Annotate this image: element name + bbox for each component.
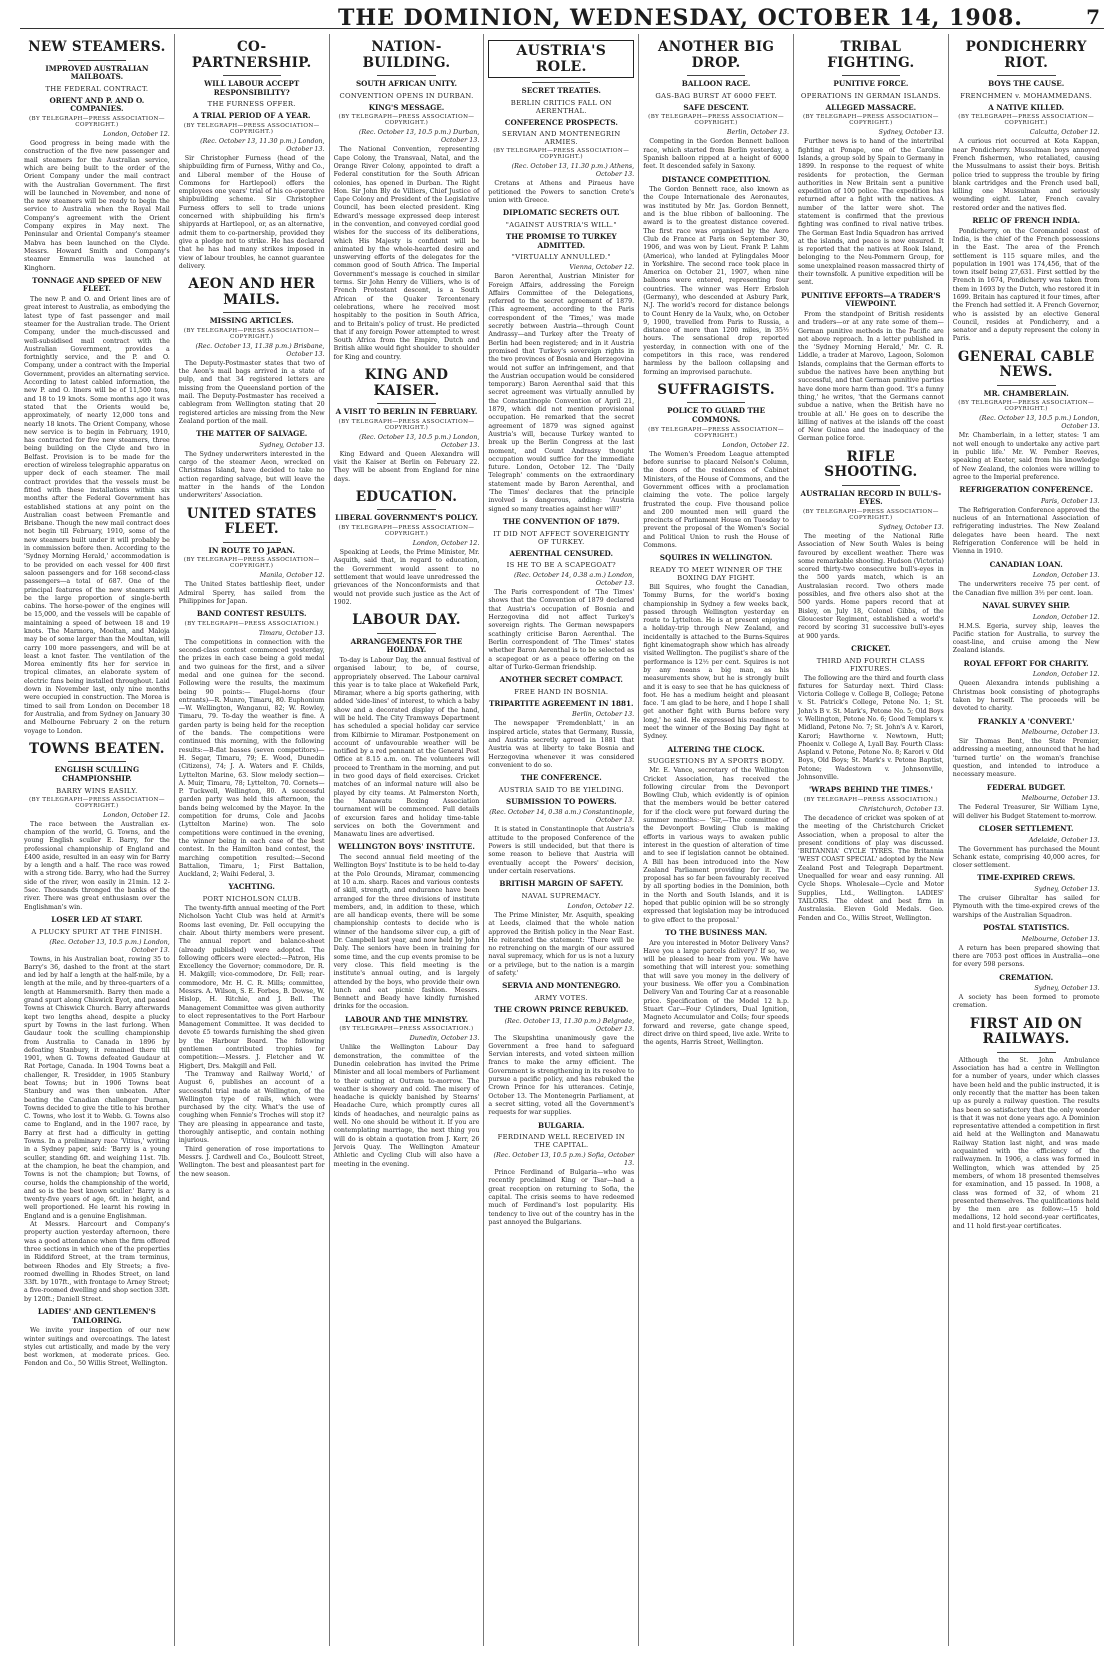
article <box>334 40 480 362</box>
article-headline: EDUCATION. <box>355 488 458 505</box>
dateline: (Rec. October 14, 0.38 a.m.) London, October 13. <box>514 571 635 588</box>
article-subheading: "VIRTUALLY ANNULLED." <box>511 253 611 262</box>
telegraph-credit: (BY TELEGRAPH—PRESS ASSOCIATION—COPYRIGHT.) <box>338 114 475 127</box>
article-subheading: TO THE BUSINESS MAN. <box>665 927 768 937</box>
dateline: (Rec. October 13, 10.5 p.m.) London, October 13. <box>49 937 170 954</box>
article-body: To-day is Labour Day, the annual festival of organised labour, to be, of course, appropriately observed. The Labour carnival this year is to take place at Wakefield Park, Miramar, where a big sports gathering, with added 'side-lines' of interest, to which a baby show and a decorated display of the hand, will be held. The City Tramways Department has scheduled a special holiday car service from Kilbirnie to Miramar. Postponement on account of unfavourable weather will be notified by a red pennant at the General Post Office at 8.15 a.m. on. The volunteers will proceed to Trentham in the morning, and put in two good days of field exercises. Cricket matches of an informal nature will also be played by city teams. At Palmerston North, the Manawatu Boxing Association tournament will be commenced. Full details of excursion fares and holiday time-table services on both the Government and Manawatu lines are advertised. <box>333 656 480 839</box>
article-body: The twenty-fifth annual meeting of the Port Nicholson Yacht Club was held at Armit's Rooms last evening, Dr. Fell occupying the chair. About thirty members were present. The annual report and balance-sheet (already published) were adopted. The following officers were elected:—Patron, His Excellency the Governor; commodore, Dr. R. H. Makgill; vice-commodore, Dr. Fell; rear-commodore, Mr. H. C. R. Mills; committee, Messrs. A. Wilson, S. E. Forbes, B. Dowse, W. Hislop, H. Ritchie, and J. Bell. The Management Committee was given authority to elect representatives to the Port Harbour Management Committee. It was decided to devote £5 towards furnishing the shed given by the Harbour Board. The following gentlemen contributed trophies for competition:—Messrs. J. Fletcher and W. Higbert, Drs. Makgill and Fell. <box>178 905 325 1070</box>
article-subheading: THE FURNESS OFFER. <box>207 100 296 109</box>
article-body: Speaking at Leeds, the Prime Minister, Mr. Asquith, said that, in regard to education, the Government would assent to no settlement that would leave unredressed the grievances of the Nonconformists and that would not provide such justice as the Act of 1902. <box>333 549 480 606</box>
article-subheading: PUNITIVE EFFORTS—A TRADER'S VIEWPOINT. <box>801 290 941 309</box>
article-subheading: ALLEGED MASSACRE. <box>825 102 917 112</box>
column-4 <box>484 34 639 1646</box>
article-subheading: GAS-BAG BURST AT 6000 FEET. <box>655 91 777 100</box>
column-5 <box>639 34 794 1646</box>
telegraph-credit: (BY TELEGRAPH—PRESS ASSOCIATION—COPYRIGHT.) <box>648 114 785 127</box>
article-subheading: WILL LABOUR ACCEPT RESPONSIBILITY? <box>204 79 300 97</box>
article-headline: PONDICHERRY RIOT. <box>965 39 1087 71</box>
dateline: London, October 13. <box>1032 571 1100 580</box>
article-subheading: CLOSER SETTLEMENT. <box>978 823 1074 833</box>
article-body: The race between the Australian ex-champion of the world, G. Towns, and the young English sculler E. Barry, for the professional championship of England and £400 aside, resulted in an easy win for Barry by a length and a half. The race was rowed with a strong tide. Barry, who had the Surrey side of the river, won easily in 21min. 12 2-5sec. Thousands thronged the banks of the river. There was great enthusiasm over the Englishman's win. <box>24 820 170 911</box>
article-subheading: YACHTING. <box>228 882 275 892</box>
article <box>24 916 170 1221</box>
article-subheading: ALTERING THE CLOCK. <box>667 744 765 754</box>
article-headline: UNITED STATES FLEET. <box>186 505 317 538</box>
dateline: London, October 12. <box>722 440 789 449</box>
article-subheading: AERENTHAL CENSURED. <box>509 548 614 558</box>
article-headline: TOWNS BEATEN. <box>29 740 165 757</box>
article-subheading: DIPLOMATIC SECRETS OUT. <box>502 208 620 218</box>
article-subheading: THE CROWN PRINCE REBUKED. <box>494 1004 629 1014</box>
article-subheading: DISTANCE COMPETITION. <box>661 174 771 184</box>
article-subheading: ARMY VOTES. <box>534 993 588 1002</box>
article-body: 'The Tramway and Railway World,' of August 6, publishes an account of a successful trial made at Wellington, of the Wellington type of rails, which were purchased by the city. What's the use of coughing when Fennie's Troches will stop it? They are pleasing in appearance and taste, thoroughly antiseptic, and contain nothing injurious. <box>178 1070 325 1145</box>
telegraph-credit: (BY TELEGRAPH—PRESS ASSOCIATION—COPYRIGHT.) <box>648 426 785 439</box>
article <box>488 774 634 876</box>
article-subheading: SERVIA AND MONTENEGRO. <box>502 981 621 991</box>
headline-rule <box>223 542 281 543</box>
article-body: We invite your inspection of our new winter suitings and overcoatings. The latest styles cut artistically, and made by the very best workmen, at moderate prices. Geo. Fendon and Co., 50 Willis Street, Wellington. <box>24 1327 170 1368</box>
article-body: It is stated in Constantinople that Austria's attitude to the proposed Conference of the Powers is still undecided, but that there is some reason to believe that Austria will eventually accept the Powers' decision, under certain reservations. <box>488 826 635 875</box>
article-body: The new P. and O. and Orient lines are of great interest to Australia, as embodying the latest type of fast passenger and mail steamer for the Australian trade. The Orient Company, under the much-discussed and well-subsidised mail contract with the Australian Government, provides a fortnightly service, and the P. and O. Company, under a contract with the Imperial Government, provides an alternating service. According to latest cabled information, the new P. and O. liners will be of 11,500 tons, and 18 to 19 knots. Some months ago it was stated that the Orients would be, approximately, of nearly 12,000 tons and nearly 18 knots. The Orient Company, whose new service is to begin in February, 1910, has contracted for five new steamers, three being building on the Clyde and two in Belfast. Provision is to be made for the erection of wireless telegraphic apparatus on upper deck of each steamer. The mail contract provides that the vessels must be fitted with these installations within six months after the Federal Government has established stations at any point on the Australian coast between Fremantle and Brisbane. Though the new mail contract does not begin till February, 1910, some of the new steamers built under it will probably be in commission before then. According to the 'Sydney Morning Herald,' accommodation is to be provided on each vessel for 400 first saloon passengers and for 168 second-class passengers—a total of 687. One of the principal features of the new steamers will be the large proportion of single-berth cabins. The horse-power of the engines will be 15,000, and the vessels will be capable of maintaining a speed of between 18 and 19 knots. The Marmora, Mooltan, and Maloja may be of some larger than the Moultan, will carry 100 more passengers, and will be at least a knot faster. The ventilation of the Morea eminently fits her for service in tropical climates, an elaborate system of electric fans being installed throughout. Laid down in November last, only nine months were occupied in construction. The Morea is timed to sail from London on December 18 for Australia, and from Sydney on January 30 and Melbourne February 2 on the return voyage to London. <box>24 296 170 735</box>
headline-rule <box>223 312 281 313</box>
article <box>488 40 634 205</box>
article <box>953 825 1100 871</box>
headline-rule <box>842 75 900 76</box>
dateline: (Rec. October 13, 10.5 p.m.) Sofia, October 13. <box>493 1151 635 1168</box>
article-headline: RIFLE SHOOTING. <box>824 448 918 481</box>
article-body: The Paris correspondent of 'The Times' shows that the Convention of 1879 declared that Austria's occupation of Bosnia and Herzegovina did not affect Turkey's sovereign rights. The German newspapers scathingly criticise Baron Aerenthal. The Berlin correspondent of 'The Times' states whether Baron Aerenthal is to be selected as a scapegoat or as a peace offering on the altar of Turko-German friendship. <box>488 589 635 671</box>
telegraph-credit: (BY TELEGRAPH—PRESS ASSOCIATION.) <box>803 797 939 803</box>
article <box>24 40 170 273</box>
headline-rule <box>377 509 435 510</box>
article-subheading: CREMATION. <box>999 972 1054 982</box>
dateline: Manila, October 12. <box>259 571 325 580</box>
article <box>953 718 1100 780</box>
telegraph-credit: (BY TELEGRAPH—PRESS ASSOCIATION—COPYRIGHT.) <box>183 327 320 340</box>
headline-rule <box>223 75 281 76</box>
article <box>798 786 944 923</box>
article-body: Further news is to hand of the intertribal fighting at Ponape, one of the Caroline Islands, a group sold by Spain to Germany in 1899. In response to the request of white residents for protection, the German authorities in New Britain sent a punitive expedition of 100 police. The expedition has returned after a fight with the natives. A number of the latter were shot. The statement is confirmed that the previous fighting was confined to rival native tribes. The German East India Squadron has arrived at the islands, and peace is now ensured. It is reported that the natives at Rook Island, belonging to the Neu-Pommern Group, for some unexplained reason massacred thirty of their townsfolk. A punitive expedition will be sent. <box>797 138 944 287</box>
article-subheading: THIRD AND FOURTH CLASS FIXTURES. <box>816 656 926 673</box>
article <box>643 40 789 172</box>
telegraph-credit: (BY TELEGRAPH—PRESS ASSOCIATION—COPYRIGHT.) <box>493 148 630 161</box>
telegraph-credit: (BY TELEGRAPH—PRESS ASSOCIATION.) <box>184 620 319 627</box>
article-subheading: CONFERENCE PROSPECTS. <box>504 117 618 127</box>
article-subheading: FRENCHMEN v. MOHAMMEDANS. <box>960 91 1093 100</box>
article-body: Competing in the Gordon Bennett balloon race, which started from Berlin yesterday, a Spanish balloon ripped at a height of 6000 feet. It descended safely in Saxony. <box>643 138 789 171</box>
article-body: Pondicherry, on the Coromandel coast of India, is the chief of the French possessions in the East. The area of the French settlement is 115 square miles, and the population in 1901 was 174,456, that of the town itself being 27,631. First settled by the French in 1674, Pondicherry was taken from them in 1693 by the Dutch, who restored it in 1699. Britain has captured it four times, after the French had settled it. A French Governor, who is assisted by an elective General Council, resides at Pondicherry, and a senator and a deputy represent the colony in Paris. <box>952 227 1100 343</box>
article-subheading: READY TO MEET WINNER OF THE BOXING DAY FIGHT. <box>649 565 783 582</box>
headline-rule <box>997 75 1056 76</box>
article-subheading: BARRY WINS EASILY. <box>56 786 138 795</box>
article-body: The underwriters receive 75 per cent. of the Canadian five million 3½ per cent. loan. <box>952 581 1100 597</box>
article-subheading: THE MATTER OF SALVAGE. <box>196 429 308 439</box>
column-6 <box>794 34 949 1646</box>
article-headline: TRIBAL FIGHTING. <box>827 39 915 71</box>
article-subheading: THE FEDERAL CONTRACT. <box>45 84 149 93</box>
article-subheading: IS HE TO BE A SCAPEGOAT? <box>506 561 616 570</box>
article <box>488 518 634 672</box>
article <box>179 1146 325 1179</box>
article-subheading: CRICKET. <box>851 643 891 653</box>
dateline: Melbourne, October 13. <box>1021 934 1100 943</box>
article-body: Good progress in being made with the construction of the five new passenger and mail steamers for the Australian service, which are being built to the order of the Orient Company under the mail contract with the Australian Government. The first will be launched in November, and none of the new steamers will be ready to begin the service to Australia when the Royal Mail Company's agreement with the Orient Company expires in May next. The Peninsular and Oriental Company's steamer Mabva has been launched on the Clyde. Messrs. Howard Smith and Company's steamer Emmerulla was launched at Kinghorn. <box>24 140 170 272</box>
article-body: The United States battleship fleet, under Admiral Sperry, has sailed from the Philippines for Japan. <box>178 581 325 605</box>
dateline: Christchurch, October 13. <box>858 805 944 813</box>
article-body: The cruiser Gibraltar has sailed for Plymouth with the time-expired crews of the warships of the Australian Squadron. <box>952 895 1100 919</box>
article-subheading: TONNAGE AND SPEED OF NEW FLEET. <box>32 275 162 294</box>
newspaper-columns <box>20 34 1104 1646</box>
article <box>953 1017 1100 1231</box>
article-body: Mr. Chamberlain, in a letter, states: 'I am not well enough to undertake any active part in public life.' Mr. W. Pember Reeves, speaking at Exeter, said from his knowledge of New Zealand, the colonies were willing to agree to the Imperial preference. <box>952 432 1100 481</box>
article-headline: GENERAL CABLE NEWS. <box>957 348 1095 381</box>
article-body: The Deputy-Postmaster states that two of the Aeon's mail bags arrived in a state of pulp, and that 34 registered letters are missing from the Queensland portion of the mail. The Deputy-Postmaster has received a cablegram from Wellington stating that 20 registered articles are missing from the New Zealand portion of the mail. <box>178 359 325 425</box>
article-subheading: THE CONFERENCE. <box>520 773 602 783</box>
article <box>798 40 944 288</box>
article <box>24 1308 170 1369</box>
article-body: The second annual field meeting of the Wellington Boys' Institute is to be held to-day at the Polo Grounds, Miramar, commencing at 10 a.m. sharp. Races and various contests of skill, strength, and endurance have been arranged for the three divisions of institute members, and, in addition to these, which are all handicap events, there will be some championship contests to decide who is winner of the handsome silver cup, a gift of Dr. Campbell last year, and now held by John Daly. The seniors have been in training for some time, and the cup events promise to be very close. This field meeting is the institute's annual outing, and is largely attended by the boys, who provide their own lunch and eat picnic fashion. Messrs. Bennett and Beady have kindly furnished drinks for the occasion. <box>333 854 480 1011</box>
article-subheading: SUGGESTIONS BY A SPORTS BODY. <box>647 757 785 766</box>
telegraph-credit: (BY TELEGRAPH—PRESS ASSOCIATION.) <box>339 1026 474 1033</box>
article <box>953 974 1100 1011</box>
article-body: The Skupshtina unanimously gave the Government a free hand to safeguard Servian interests, and voted sixteen million francs to make the army efficient. The Government is strengthening in its resolve to pursue a pacific policy, and has rebuked the Crown Prince for his utterances. Cetinje, October 13. The Montenegrin Parliament, at a secret sitting, voted all the Government's requests for war supplies. <box>488 1034 635 1117</box>
article-subheading: SQUIRES IN WELLINGTON. <box>659 553 773 563</box>
article <box>488 1122 634 1228</box>
article <box>953 924 1100 970</box>
telegraph-credit: (BY TELEGRAPH—PRESS ASSOCIATION—COPYRIGHT.) <box>338 525 475 538</box>
telegraph-credit: (BY TELEGRAPH—PRESS ASSOCIATION—COPYRIGHT.) <box>958 400 1095 413</box>
article <box>179 883 325 1071</box>
article <box>953 561 1100 598</box>
article <box>643 554 789 741</box>
article <box>643 929 789 1048</box>
dateline: Berlin, October 13. <box>726 128 789 137</box>
article-subheading: TRIPARTITE AGREEMENT IN 1881. <box>489 698 634 708</box>
dateline: (Rec. October 14, 0.38 a.m.) Constantinople, October 13. <box>489 808 635 825</box>
dateline: Sydney, October 13. <box>878 523 944 531</box>
dateline: London, October 12. <box>103 130 170 139</box>
article-body: The decadence of cricket was spoken of at the meeting of the Christchurch Cricket Association, when a proposal to alter the present conditions of play was discussed. 'BRITANNIA' CYCLE TYRES. The Britannia 'WEST COAST SPECIAL' adopted by the New Zealand Post and Telegraph Department. Unequalled for wear and easy running. All Cycle Shops. Wholesale—Cycle and Motor Supplies, Ltd., Wellington. LADIES' TAILORS. The oldest and best firm in Australasia. Eleven Gold Medals. Geo. Fenden and Co., Willis Street, Wellington. <box>797 815 944 922</box>
dateline: Timaru, October 13. <box>258 628 325 637</box>
article <box>798 292 944 444</box>
article-headline: AEON AND HER MAILS. <box>188 276 316 308</box>
article-body: The newspaper 'Fremdenblatt,' in an inspired article, states that Germany, Russia, and Austria secretly agreed in 1881 that Austria was at liberty to take Bosnia and Herzegovina whenever it was considered convenient to do so. <box>488 720 635 769</box>
headline-rule <box>997 1052 1056 1053</box>
article-subheading: BALLOON RACE. <box>681 79 751 89</box>
article <box>798 450 944 641</box>
article-subheading: BULGARIA. <box>538 1120 585 1130</box>
article-subheading: FERDINAND WELL RECEIVED IN THE CAPITAL. <box>497 1133 625 1150</box>
dateline: London, October 12. <box>103 810 170 819</box>
article-subheading: ARRANGEMENTS FOR THE HOLIDAY. <box>350 636 463 655</box>
article-subheading: THE CONVENTION OF 1879. <box>502 516 620 526</box>
article-subheading: ORIENT AND P. AND O. COMPANIES. <box>49 95 145 114</box>
article <box>24 1221 170 1304</box>
article <box>488 676 634 770</box>
article-subheading: ENGLISH SCULLING CHAMPIONSHIP. <box>54 765 140 783</box>
article-body: Queen Alexandra intends publishing a Christmas book consisting of photographs taken by herself. The proceeds will be devoted to charity. <box>952 680 1100 713</box>
headline-rule <box>997 385 1056 386</box>
article-subheading: SERVIAN AND MONTENEGRIN ARMIES. <box>502 130 621 147</box>
article-subheading: ROYAL EFFORT FOR CHARITY. <box>963 658 1089 668</box>
article-subheading: AUSTRIA SAID TO BE YIELDING. <box>498 785 624 794</box>
article <box>179 277 325 426</box>
headline-rule <box>687 75 745 76</box>
article-subheading: 'WRAPS BEHIND THE TIMES.' <box>808 785 933 795</box>
article-headline: SUFFRAGISTS. <box>657 381 775 398</box>
telegraph-credit: (BY TELEGRAPH—PRESS ASSOCIATION—COPYRIGHT.) <box>958 114 1095 127</box>
page-number: 7 <box>1086 5 1100 29</box>
article-subheading: SOUTH AFRICAN UNITY. <box>355 79 457 89</box>
article <box>643 383 789 550</box>
article-body: The Prime Minister, Mr. Asquith, speaking at Leeds, claimed that the whole nation approved the British policy in the Near East. He reiterated the statement: 'There will be no retrenching on the margin of our assured naval supremacy, which for us is not a luxury or a privilege, but to the nation is a margin of safety.' <box>488 911 635 977</box>
article-body: Sir Christopher Furness (head of the shipbuilding firm of Furness, Withy and Co., and Liberal member of the House of Commons for Hartlepool) offers the employees one years' trial of his co-operative shipbuilding scheme. Sir Christopher Furness offers to sell to trade unions concerned with shipbuilding his firm's shipyards at Hartlepool, or, as an alternative, admit them to co-partnership, provided they give a pledge not to strike. He has declared that he has had many strikes imposed in view of labour troubles, he cannot guarantee delivery. <box>178 154 325 270</box>
article-body: The Sydney underwriters interested in the cargo of the steamer Aeon, wrecked on Christmas Island, have decided to take no action regarding salvage, but will leave the matter in the hands of the London underwriters' Association. <box>178 450 325 500</box>
column-2 <box>175 34 330 1646</box>
dateline: Adelaide, October 13. <box>1028 835 1100 844</box>
dateline: (Rec. October 13, 11.30 p.m.) Belgrade, October 13. <box>504 1016 635 1033</box>
dateline: Sydney, October 13. <box>1034 885 1100 894</box>
article-subheading: RELIC OF FRENCH INDIA. <box>972 215 1081 225</box>
article-body: The following are the third and fourth class fixtures for Saturday next. Third Class: Victoria College v. College B, College; Petone v. St. Patrick's College, Petone No. 1; St. John's B v. St. Mark's, Petone No. 5; Old Boys v. Wellington, Petone No. 6; Good Templars v. Midland, Petone No. 7; St. John's A v. Karori, Karori; Hawthorne v. Newtown, Hutt; Phoenix v. College A, Lyall Bay. Fourth Class: Aspland v. Petone, Petone No. 8; Karori v. Old Boys, Old Boys; St. Mark's v. Petone Baptist, Petone; Wadestown v. Johnsonville, Johnsonville. <box>797 674 944 782</box>
article <box>953 217 1100 344</box>
article-body: The meeting of the National Rifle Association of New South Wales is being favoured by excellent weather. There was some remarkable shooting. Hudson (Victoria) scored thirty-two consecutive bull's-eyes in the 500 yards match, which is an Australasian record. Two others made possibles, and five others also shot at the 500 yards. Home papers record that at Bisley, on July 18, Colonel Gibbs, of the Gloucester Regiment, established a world's record by scoring 31 successive bull's-eyes at 900 yards. <box>797 533 944 640</box>
article <box>334 1016 480 1169</box>
article-subheading: A PLUCKY SPURT AT THE FINISH. <box>31 927 163 936</box>
article-body: From the standpoint of British residents and traders—or at any rate some of them—German punitive methods in the Pacific are not above reproach. In a letter published in the 'Sydney Morning Herald,' Mr. C. R. Liddle, a trader at Marovo, Lagoon, Solomon Islands, complains that the German efforts to subdue the natives have been anything but successful, and that German punitive parties have done more harm than good. 'It's a funny thing,' he writes, 'that the Germans cannot subdue a native, when the British have no trouble at all.' He goes on to describe the killing of natives at the islands off the coast of New Guinea and the inadequacy of the German police force. <box>797 310 944 443</box>
article-subheading: NAVAL SUPREMACY. <box>521 891 601 900</box>
article <box>953 784 1100 821</box>
telegraph-credit: (BY TELEGRAPH—PRESS ASSOCIATION—COPYRIGHT.) <box>28 796 165 809</box>
article-subheading: IMPROVED AUSTRALIAN MAILBOATS. <box>45 63 149 82</box>
article-subheading: A TRIAL PERIOD OF A YEAR. <box>192 111 311 121</box>
masthead <box>20 4 1104 29</box>
newspaper-title: THE DOMINION, WEDNESDAY, OCTOBER 14, 1908. <box>338 5 1023 31</box>
column-7 <box>949 34 1104 1646</box>
article-headline: FIRST AID ON RAILWAYS. <box>969 1015 1083 1048</box>
telegraph-credit: (BY TELEGRAPH—PRESS ASSOCIATION—COPYRIGHT.) <box>183 557 320 570</box>
article-body: The Federal Treasurer, Sir William Lyne, will deliver his Budget Statement to-morrow. <box>952 804 1100 820</box>
article-headline: CO-PARTNERSHIP. <box>191 39 312 71</box>
article-subheading: MR. CHAMBERLAIN. <box>983 388 1069 398</box>
telegraph-credit: (BY TELEGRAPH—PRESS ASSOCIATION—COPYRIGHT.) <box>802 509 939 521</box>
headline-rule <box>68 761 126 762</box>
dateline: Paris, October 13. <box>1040 496 1100 505</box>
article <box>334 613 480 839</box>
article <box>334 368 480 484</box>
article-body: Are you interested in Motor Delivery Vans? Have you a large parcels delivery? If so, we will be pleased to hear from you. We have something that will interest you: something that will save you money in the delivery of your business. We offer you a Combination Delivery Van and Touring Car at a reasonable price. Specification of the Model 12 h.p. Stuart Car—Four Cylinders, Dual Ignition, Magneto Accumulator and Coils; four speeds forward and reverse, gate change speed, direct drive on third speed, live axle. Write to the agents, Harris Street, Wellington. <box>643 939 789 1047</box>
article-subheading: TIME-EXPIRED CREWS. <box>977 873 1076 883</box>
article <box>488 982 634 1117</box>
article <box>953 660 1100 714</box>
dateline: London, October 12. <box>412 539 480 548</box>
article-subheading: SUBMISSION TO POWERS. <box>506 796 617 806</box>
dateline: (Rec. October 13, 11.38 p.m.) Brisbane, October 13. <box>195 341 325 358</box>
article <box>179 1071 325 1146</box>
dateline: (Rec. October 13, 11.30 p.m.) Athens, October 13. <box>511 162 635 179</box>
article-body: A society has been formed to promote cremation. <box>952 994 1100 1010</box>
article-body: A curious riot occurred at Kota Kappan, near Pondicherry. Mussulman boys annoyed French fishermen, who retaliated, causing the Mussulmans to assist their boys. British police tried to suppress the trouble by firing blank cartridges and the French used ball, killing one Mussulman and seriously wounding eight. Later, French cavalry restored order and the natives fled. <box>952 138 1100 212</box>
article-body: A return has been prepared showing that there are 7053 post offices in Australia—one for every 598 persons. <box>952 944 1100 969</box>
article-subheading: FREE HAND IN BOSNIA. <box>514 687 609 696</box>
article-subheading: THE PROMISE TO TURKEY ADMITTED. <box>505 232 617 250</box>
article-subheading: A VISIT TO BERLIN IN FEBRUARY. <box>335 407 478 417</box>
headline-rule <box>842 485 900 486</box>
article <box>488 209 634 514</box>
telegraph-credit: (BY TELEGRAPH—PRESS ASSOCIATION—COPYRIGHT.) <box>28 116 165 129</box>
article-headline: AUSTRIA'S ROLE. <box>488 40 634 78</box>
article <box>179 610 325 879</box>
article-subheading: IN ROUTE TO JAPAN. <box>208 545 295 555</box>
dateline: London, October 12. <box>567 901 635 910</box>
dateline: London, October 12. <box>1032 670 1100 679</box>
article-body: The National Convention, representing Cape Colony, the Transvaal, Natal, and the Orange River Colony, appointed to draft a Federal constitution for the South African colonies, has opened in Durban. The Right Hon. Sir John Bly de Villiers, Chief Justice of Cape Colony and President of the Legislative Council, has been elected president. King Edward's message expressed deep interest in the convention, and conveyed cordial good wishes for the success of its deliberations, which His Majesty is confident will be animated by the whole-hearted desire and unswerving efforts of the delegates for the common good of South Africa. The Imperial Government's message is couched in similar terms. Sir John Henry de Villiers, who is of French Protestant descent, is a South African of the Quaker Tercentenary celebrations, where he received most hospitably to the position in South Africa, and to Britain's policy of trust. He predicted that if any foreign Power attempted to wrest South Africa from the Empire, Dutch and British alike would fight shoulder to shoulder for King and country. <box>333 146 480 361</box>
article-subheading: FEDERAL BUDGET. <box>986 782 1066 792</box>
article <box>334 490 480 607</box>
article-subheading: AUSTRALIAN RECORD IN BULL'S-EYES. <box>800 488 942 507</box>
article <box>953 350 1100 482</box>
article <box>334 843 480 1011</box>
article-subheading: A NATIVE KILLED. <box>988 102 1065 112</box>
article <box>24 742 170 912</box>
article-subheading: IT DID NOT AFFECT SOVEREIGNTY OF TURKEY. <box>493 529 630 546</box>
article-subheading: LABOUR AND THE MINISTRY. <box>344 1014 469 1024</box>
article-subheading: BAND CONTEST RESULTS. <box>196 609 307 619</box>
article <box>179 40 325 271</box>
article-body: Bill Squires, who fought the Canadian, Tommy Burns, for the world's boxing championship in Sydney a few weeks back, passed through Wellington yesterday en route to Lyttelton. He is at present enjoying a holiday-trip through New Zealand, and incidentally is attached to the Burns-Squires fight kinematograph show which has already visited Wellington. The pugilist's share of the performance is 12½ per cent. Squires is not by any means a big man, as his measurements show, but he is strongly built and it is easy to see that he has quickness of foot. He has a medium height and pleasant face. 'I am glad to be here, and I hope I shall get another fight with Burns before very long,' he said. He expressed his readiness to meet the winner of the Boxing Day fight at Sydney. <box>643 583 789 741</box>
headline-rule <box>377 633 435 634</box>
headline-rule <box>377 403 435 404</box>
article-body: Sir Thomas Bent, the State Premier, addressing a meeting, announced that he had 'turned turtle' on the woman's franchise question, and intended to introduce a necessary measure. <box>952 738 1100 779</box>
article-body: The Refrigeration Conference approved the nucleus of an International Association of refrigerating industries. The New Zealand delegates have been heard. The next Refrigeration Conference will be held in Vienna in 1910. <box>952 506 1100 556</box>
article-subheading: ANOTHER SECRET COMPACT. <box>499 675 623 685</box>
column-1 <box>20 34 175 1646</box>
article-subheading: FRANKLY A 'CONVERT.' <box>977 716 1075 726</box>
dateline: (Rec. October 13, 11.30 p.m.) London, October 13. <box>200 136 325 153</box>
article-subheading: CONVENTION OPENS IN DURBAN. <box>339 91 474 100</box>
dateline: Sydney, October 13. <box>878 128 944 137</box>
article-subheading: POSTAL STATISTICS. <box>983 922 1070 932</box>
article-body: The Gordon Bennett race, also known as the Coupe Internationale des Aeronautes, was instituted by Mr. Jas. Gordon Bennett, and is the blue ribbon of ballooning. The award is to the greatest distance covered. The first race was organised by the Aero Club de France at Paris on September 30, 1906, and was won by Lieut. Frank P. Lahm (America), who landed at Fylingdales Moor in Yorkshire. The second race took place in America on October 21, 1907, when nine balloons were entered, representing four countries. The winner was Herr Erbsloh (Germany), who descended at Asbury Park, N.J. The world's record for distance belongs to Count Henry de la Vaulx, who, on October 9, 1900, travelled from Paris to Russia, a distance of more than 1200 miles, in 35½ hours. The sensational drop reported yesterday, in connection with one of the competitors in this race, was rendered harmless by the balloon collapsing and forming an improvised parachute. <box>643 186 789 376</box>
telegraph-credit: (BY TELEGRAPH—PRESS ASSOCIATION—COPYRIGHT.) <box>802 114 939 127</box>
article-body: King Edward and Queen Alexandra will visit the Kaiser at Berlin on February 22. They will be absent from England for nine days. <box>333 450 480 483</box>
article-subheading: WELLINGTON BOYS' INSTITUTE. <box>338 842 475 852</box>
article <box>798 645 944 783</box>
article-body: The competitions in connection with the second-class contest commenced yesterday, the prizes in each case being a gold medal and two guineas for the first, and a silver medal and one guinea for the second. Following were the results, the maximum being 90 points:— Flugel-horns (four entrants)—R. Munro, Timaru, 80. Euphonium—W. Wellington, Wanganui, 82; W. Rowley, Timaru, 79. To-day the weather is fine. A garden party is being held for the reception of the bands. The competitions were continued this morning, with the following results:—B-flat basses (seven competitors)—H. Segar, Timaru, 79; E. Wood, Dunedin (Citizens), 74; J. A. Waters and F. Childs, Lyttelton Marine, 63. Slow melody section—A. Muir, Timaru, 78; Lyttelton, 70. Cornets—P. Tuckwell, Wellington, 80. A successful garden party was held this afternoon, the bands being welcomed by the Mayor. In the competition for drums, Cole and Jacobs (Lyttelton Marine) won. The solo competitions were continued in the evening, the winner being in each case of the best contest. In the Hamilton band contest, the marching competition resulted:—Second Battalion, Timaru, 1; First Battalion, Auckland, 2; Waihi Federal, 3. <box>178 638 325 879</box>
article-body: Third generation of rose importations to Messrs. J. Cardwell and Co., Boulcott Street, Wellington. The best and pleasantest part for the new season. <box>178 1145 325 1178</box>
article-body: Baron Aerenthal, Austrian Minister for Foreign Affairs, addressing the Foreign Affairs Committee of the Delegations, referred to the secret agreement of 1879. (This agreement, according to the Paris correspondent of the 'Times,' was made secretly between Austria—through Count Andrassy—and Turkey after the Treaty of Berlin had been registered; and in it Austria promised that Turkey's sovereign rights in the two provinces of Bosnia and Herzegovina would not suffer an infringement, and that the Austrian occupation would be considered temporary.) Baron Aerenthal said that this secret agreement was virtually annulled by the Constantinople Convention of April 21, 1879, which did not mention provisional occupation. He remarked that the secret agreement of 1879 was signed against Austria's will, because Turkey wanted to break up the Berlin Congress at the last moment, and Count Andrassy thought occupation would suffice for the immediate future. London, October 12. The 'Daily Telegraph' comments on the extraordinary statement made by Baron Aerenthal, and 'The Times' declares that the principle involved is dangerous, adding: 'Austria signed so many treaties against her will?' <box>488 273 635 513</box>
article-body: Unlike the Wellington Labour Day demonstration, the committee of the Dunedin celebration has invited the Prime Minister and all local members of Parliament to their outing at Outram to-morrow. The weather is showery and cold. The misery of headache is quickly banished by Stearns' Headache Cure, which promptly cures all kinds of headaches, and neuralgic pains as well. No one should be without it. If you are contemplating marriage, the next thing you will do is obtain a quotation from J. Kerr, 26 Jervois Quay. The Wellington Amateur Athletic and Cycling Club will also have a meeting in the evening. <box>333 1044 480 1168</box>
dateline: (Rec. October 13, 10.5 p.m.) London, October 13. <box>979 414 1100 431</box>
article <box>953 40 1100 213</box>
dateline: Sydney, October 13. <box>1034 984 1100 993</box>
article-subheading: OPERATIONS IN GERMAN ISLANDS. <box>800 91 941 100</box>
article <box>488 880 634 978</box>
dateline: (Rec. October 13, 10.5 p.m.) Durban, October 13. <box>358 128 480 145</box>
article-subheading: KING'S MESSAGE. <box>368 102 445 112</box>
dateline: Melbourne, October 13. <box>1021 794 1100 803</box>
article-body: Prince Ferdinand of Bulgaria—who was recently proclaimed King or Tsar—had a great reception on returning to Sofia, the capital. The crisis seems to have redeemed much of Ferdinand's lost popularity. His tendency to live out of the country has in the past annoyed the Bulgarians. <box>488 1169 635 1226</box>
headline-rule <box>377 75 435 76</box>
article-headline: ANOTHER BIG DROP. <box>658 39 775 71</box>
headline-rule <box>687 402 745 403</box>
article-subheading: PUNITIVE FORCE. <box>833 79 909 89</box>
article-headline: KING AND KAISER. <box>364 367 449 399</box>
article-subheading: POLICE TO GUARD THE COMMONS. <box>667 406 766 425</box>
headline-rule <box>68 60 126 61</box>
article-subheading: MISSING ARTICLES. <box>209 316 294 326</box>
dateline: Sydney, October 13. <box>259 440 325 449</box>
dateline: Dunedin, October 13. <box>409 1034 480 1043</box>
article-body: The Women's Freedom League attempted before sunrise to placard Nelson's Column, the doors of the residences of Cabinet Ministers, of the House of Commons, and the Government offices with a proclamation claiming the vote. The police largely frustrated the coup. Five thousand police and 200 mounted men will guard the precincts of Parliament House on Tuesday to prevent the proposal of the Women's Social and Political Union to rush the House of Commons. <box>643 450 789 550</box>
dateline: London, October 12. <box>1032 612 1100 621</box>
article-subheading: BOYS THE CAUSE. <box>988 79 1065 89</box>
article-body: Cretans at Athens and Piraeus have petitioned the Powers to sanction Crete's union with Greece. <box>488 180 635 205</box>
headline-rule <box>532 82 590 83</box>
article-body: Towns, in his Australian boat, rowing 35 to Barry's 36, dashed to the front at the start and led by half a length at the half-mile, by a length at the mile, and by three-quarters of a length at Hammersmith. Barry then made a grand spurt along Chiswick Eyot, and passed Towns at Chiswick Church. Barry afterwards kept two lengths ahead, despite a plucky spurt by Towns in the last furlong. When Gaudaur took the sculling championship from Australia to Canada in 1896 by defeating Stanbury, it remained there till 1901, when G. Towns defeated Gaudaur at Rat Portage, Canada. In 1904 Towns beat a challenger, R. Tresidder, in 1905 Stanbury beat Towns; but in 1906 Towns beat Stanbury and was then unbeaten. After beating the Canadian challenger Durnan, Towns decided to give the title to his brother C. Towns, who lost it to Webb. G. Towns also came to England, and in the 1907 race, by Barry at first had a difficulty in getting Towns. In a preliminary race 'Vitius,' writing in a Sydney paper, said: 'Barry is a young sculler, standing 6ft. and weighing 11st. 7lb. at the champion, he beat the champion, and Towns is not the champion; but Towns, of course, holds the championship of the world, and so is the best known sculler.' Barry is a twenty-five years of age, 6ft. in height, and well proportioned. He learnt his rowing in England and is a genuine Englishman. <box>24 955 170 1220</box>
article-headline: LABOUR DAY. <box>352 612 461 629</box>
article-body: Mr. E. Vance, secretary of the Wellington Cricket Association, has received the following circular from the Devonport Bowling Club, which evidently is of opinion that the members would be better catered for if the clock were put forward during the summer months:— 'Sir,—The committee of the Devonport Bowling Club is making efforts in various ways to awaken public interest in the question of alteration of time and to see if legislation cannot be obtained. A Bill has been introduced into the New Zealand Parliament providing for it. The proposal has so far been favourably received by all sporting bodies in the Dominion, both in the North and South Islands, and it is hoped that public opinion will be so strongly expressed that legislation may be introduced to give effect to the proposal.' <box>643 767 789 924</box>
article <box>179 507 325 607</box>
article-subheading: LOSER LED AT START. <box>51 914 143 924</box>
article-headline: NEW STEAMERS. <box>28 39 166 55</box>
dateline: Vienna, October 12. <box>569 263 635 272</box>
article-headline: NATION-BUILDING. <box>362 39 451 71</box>
dateline: (Rec. October 13, 10.5 p.m.) London, October 13. <box>358 432 480 449</box>
article-subheading: SAFE DESCENT. <box>683 102 749 112</box>
article-subheading: "AGAINST AUSTRIA'S WILL." <box>505 221 617 229</box>
telegraph-credit: (BY TELEGRAPH—PRESS ASSOCIATION—COPYRIGHT.) <box>183 122 320 135</box>
article-subheading: BRITISH MARGIN OF SAFETY. <box>499 879 624 889</box>
article-subheading: SECRET TREATIES. <box>521 86 601 96</box>
article-subheading: REFRIGERATION CONFERENCE. <box>959 485 1093 495</box>
article-subheading: PORT NICHOLSON CLUB. <box>202 895 301 904</box>
article-subheading: CANADIAN LOAN. <box>989 559 1063 569</box>
article <box>953 486 1100 556</box>
dateline: Berlin, October 13. <box>572 710 635 719</box>
dateline: Melbourne, October 13. <box>1021 728 1100 737</box>
article-body: H.M.S. Egeria, survey ship, leaves the Pacific station for Australia, to survey the coast-line, and cruise among the New Zealand islands. <box>952 622 1100 655</box>
column-3 <box>330 34 485 1646</box>
article <box>643 176 789 377</box>
article <box>643 746 789 925</box>
dateline: Calcutta, October 12. <box>1029 128 1100 137</box>
article-body: At Messrs. Harcourt and Company's property auction yesterday afternoon, there was a good attendance when the firm offered three sections in which one of the properties in Riddiford Street, at the tram terminus, between Rhodes and Ely Streets; a five-roomed dwelling in Rhodes Street, on land 33ft. by 107ft., with frontage to Arney Street; a five-roomed dwelling and shop section 33ft. by 120ft.; Daniell Street. <box>24 1221 170 1303</box>
article <box>24 277 170 736</box>
article-subheading: LIBERAL GOVERNMENT'S POLICY. <box>335 513 478 523</box>
article-subheading: BERLIN CRITICS FALL ON AERENTHAL. <box>510 98 612 115</box>
article <box>179 430 325 500</box>
telegraph-credit: (BY TELEGRAPH—PRESS ASSOCIATION—COPYRIGHT.) <box>338 418 475 431</box>
article-subheading: NAVAL SURVEY SHIP. <box>982 600 1071 610</box>
article-body: The Government has purchased the Mount Schank estate, comprising 40,000 acres, for closer settlement. <box>952 845 1100 870</box>
article-body: Although the St. John Ambulance Association has had a centre in Wellington for a number of years, under which classes have been held and the public instructed, it is only recently that the matter has been taken up as purely a railway question. The results has been so satisfactory that the only wonder is that it was not done years ago. A Dominion representative attended a competition in first aid held at the Wellington and Manawatu Railway Station last night, and was made acquainted with the efficiency of the railwaymen. In 1906, a class was formed in Wellington, which was attended by 25 members, of whom 18 presented themselves for examination, and 15 passed. In 1908, a class was formed of 32, of whom 21 presented themselves. The qualifications held by the men are as follow:—15 hold medallions, 12 hold second-year certificates, and 11 hold first-year certificates. <box>952 1056 1100 1230</box>
article <box>953 874 1100 920</box>
article-subheading: LADIES' AND GENTLEMEN'S TAILORING. <box>37 1307 156 1325</box>
article <box>953 602 1100 656</box>
